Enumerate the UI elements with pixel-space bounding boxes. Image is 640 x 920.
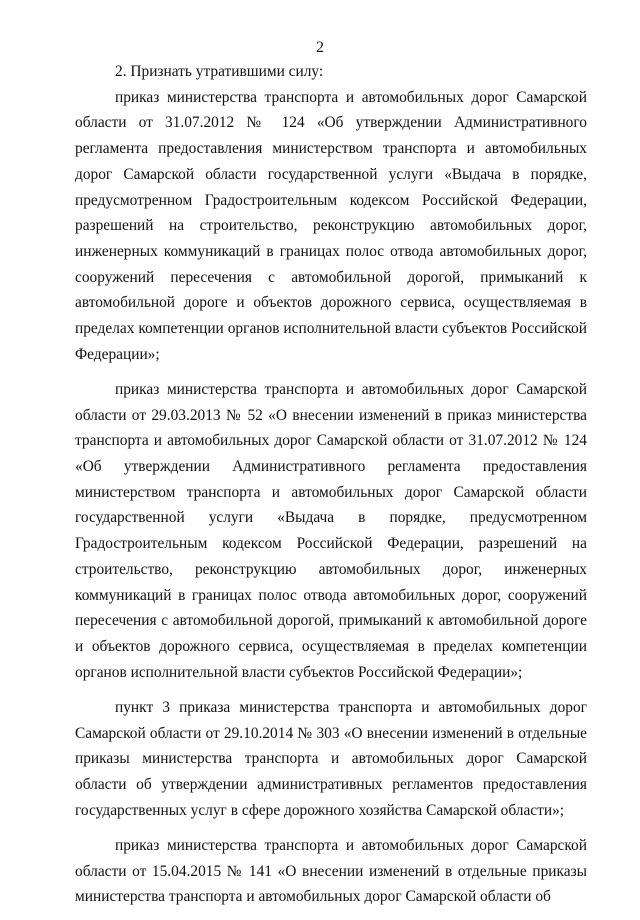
paragraph-order-52: приказ министерства транспорта и автомобильных дорог Самарской области от 29.03.2013 № 52 «О внесении изменений в приказ министерства транспорта и автомобильных дорог Самарской области от 31.07.2012 № 124 «Об утверждении Административного регламента предоставления министерством транспорта и автомобильных дорог Самарской области государственной услуги «Выдача в порядке, предусмотренном Градостроительным кодексом Российской Федерации, разрешений на строительство, реконструкцию автомобильных дорог, инженерных коммуникаций в границах полос отвода автомобильных дорог, сооружений пересечения с автомобильной дорогой, примыканий к автомобильной дороге и объектов дорожного сервиса, осуществляемая в пределах компетенции органов исполнительной власти субъектов Российской Федерации»; — [75, 380, 587, 681]
page-number: 2 — [316, 39, 324, 56]
paragraph-order-124: приказ министерства транспорта и автомобильных дорог Самарской области от 31.07.2012 № 124 «Об утверждении Административного регламента предоставления министерством транспорта и автомобильных дорог Самарской области государственной услуги «Выдача в порядке, предусмотренном Градостроительным кодексом Российской Федерации, разрешений на строительство, реконструкцию автомобильных дорог, инженерных коммуникаций в границах полос отвода автомобильных дорог, сооружений пересечения с автомобильной дорогой, примыканий к автомобильной дороге и объектов дорожного сервиса, осуществляемая в пределах компетенции органов исполнительной власти субъектов Российской Федерации»; — [75, 88, 587, 363]
item-heading: 2. Признать утратившими силу: — [115, 63, 324, 80]
document-body — [75, 59, 587, 920]
paragraph-order-141: приказ министерства транспорта и автомобильных дорог Самарской области от 15.04.2015 № 141 «О внесении изменений в отдельные приказы министерства транспорта и автомобильных дорог Самарской области об — [75, 836, 587, 906]
paragraph-order-303-point-3: пункт 3 приказа министерства транспорта и автомобильных дорог Самарской области от 29.10.2014 № 303 «О внесении изменений в отдельные приказы министерства транспорта и автомобильных дорог Самарской области об утверждении административных регламентов предоставления государственных услуг в сфере дорожного хозяйства Самарской области»; — [75, 698, 587, 819]
